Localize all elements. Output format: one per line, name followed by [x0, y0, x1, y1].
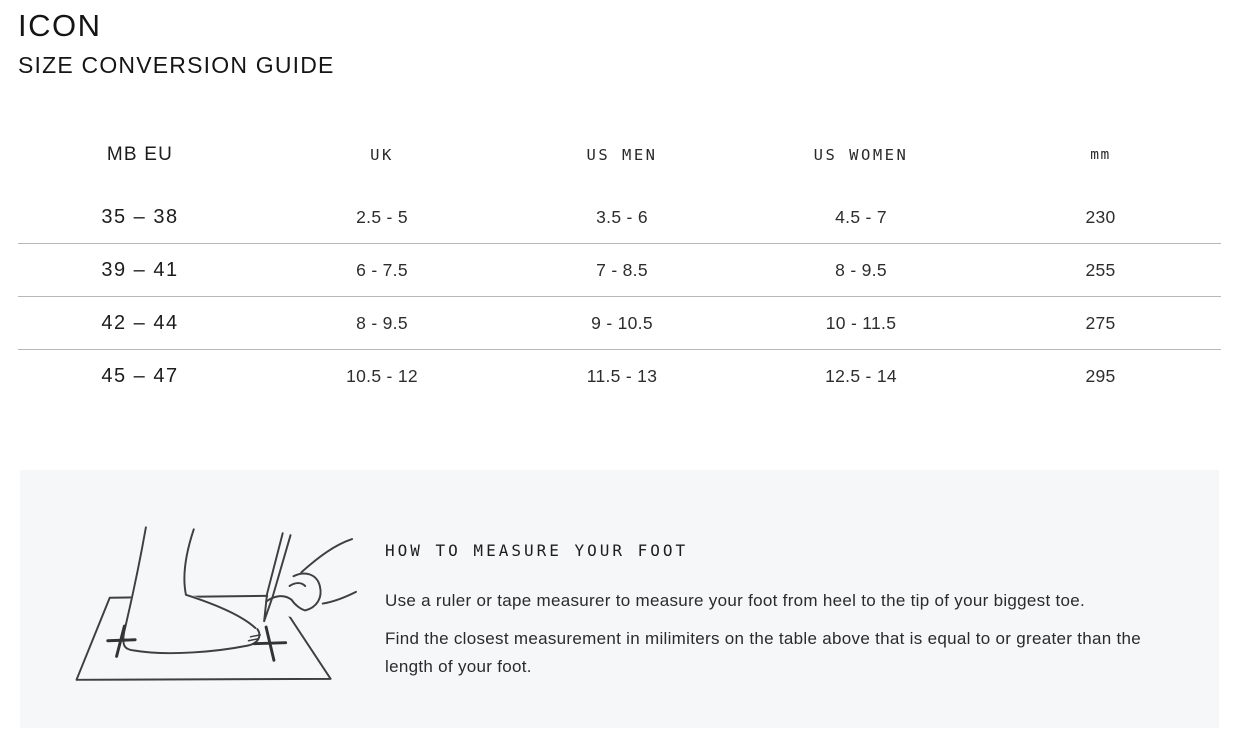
cell-mm: 230: [1085, 206, 1116, 227]
cell-uk: 10.5 - 12: [346, 366, 418, 386]
column-header-us-women: US WOMEN: [813, 146, 909, 164]
table-header-row: [18, 140, 1221, 170]
column-header-uk: UK: [370, 146, 394, 164]
cell-eu: 45 – 47: [101, 365, 179, 387]
cell-uk: 8 - 9.5: [356, 312, 408, 333]
size-conversion-table: [18, 140, 1221, 403]
column-header-mm: mm: [1090, 147, 1111, 163]
table-row: [18, 191, 1221, 244]
table-row: [18, 297, 1221, 350]
cell-eu: 39 – 41: [101, 258, 179, 281]
table-row: [18, 350, 1221, 403]
page-subtitle: SIZE CONVERSION GUIDE: [18, 52, 335, 78]
cell-us-men: 9 - 10.5: [591, 312, 653, 333]
cell-us-women: 4.5 - 7: [835, 206, 887, 227]
cell-us-men: 11.5 - 13: [586, 366, 658, 386]
cell-uk: 6 - 7.5: [356, 259, 408, 280]
measure-instruction-1: Use a ruler or tape measurer to measure your foot from heel to the tip of your biggest toe.: [385, 591, 1086, 610]
cell-us-women: 8 - 9.5: [835, 259, 887, 280]
cell-mm: 275: [1085, 312, 1116, 333]
table-row: [18, 244, 1221, 297]
column-header-mb-eu: MB EU: [106, 144, 174, 165]
cell-mm: 255: [1085, 259, 1116, 280]
cell-eu: 35 – 38: [101, 205, 179, 228]
cell-us-women: 12.5 - 14: [825, 366, 897, 386]
cell-mm: 295: [1085, 366, 1116, 386]
cell-us-men: 3.5 - 6: [596, 206, 648, 227]
measure-heading: HOW TO MEASURE YOUR FOOT: [385, 541, 689, 560]
measure-instruction-2: Find the closest measurement in milimiters on the table above that is equal to or greater than the length of your foot.: [385, 629, 1142, 676]
column-header-us-men: US MEN: [586, 146, 658, 164]
foot-measurement-illustration: [48, 500, 363, 715]
cell-us-women: 10 - 11.5: [825, 312, 897, 333]
cell-uk: 2.5 - 5: [356, 206, 408, 227]
cell-us-men: 7 - 8.5: [596, 259, 648, 280]
cell-eu: 42 – 44: [101, 311, 179, 334]
brand-title: ICON: [18, 8, 102, 43]
